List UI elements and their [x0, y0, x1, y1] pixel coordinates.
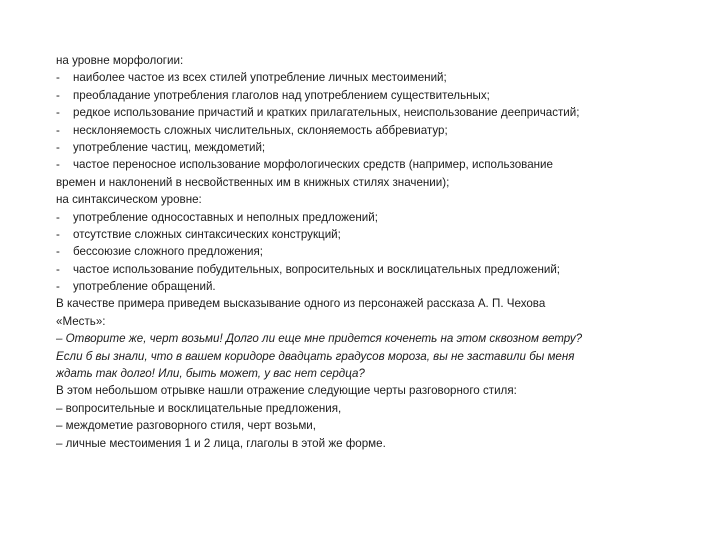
list-item	[56, 261, 666, 278]
example-intro: В качестве примера приведем высказывание одного из персонажей рассказа А. П. Чехова	[56, 297, 546, 311]
list-dash: -	[56, 245, 60, 259]
list-dash: -	[56, 210, 60, 224]
list-item	[56, 226, 666, 243]
list-dash: -	[56, 140, 60, 154]
list-item-text: редкое использование причастий и кратких прилагательных, неиспользование деепричастий;	[73, 106, 580, 120]
conclusion-item: – междометие разговорного стиля, черт возьми,	[56, 419, 316, 433]
conclusion-intro: В этом небольшом отрывке нашли отражение следующие черты разговорного стиля:	[56, 384, 517, 398]
list-dash: -	[56, 262, 60, 276]
list-item-text: отсутствие сложных синтаксических конструкций;	[73, 227, 341, 241]
list-item-text: несклоняемость сложных числительных, склоняемость аббревиатур;	[73, 123, 448, 137]
list-item	[56, 209, 666, 226]
list-item-text: частое переносное использование морфологических средств (например, использование	[73, 158, 553, 172]
syntax-heading: на синтаксическом уровне:	[56, 193, 202, 207]
list-item-text: преобладание употребления глаголов над употреблением существительных;	[73, 88, 490, 102]
list-item-continuation: времен и наклонений в несвойственных им в книжных стилях значении);	[56, 175, 450, 189]
list-item-text: бессоюзие сложного предложения;	[73, 245, 264, 259]
list-dash: -	[56, 227, 60, 241]
quote-line: – Отворите же, черт возьми! Долго ли еще мне придется коченеть на этом сквозном ветру?	[56, 332, 583, 346]
quote-line: Если б вы знали, что в вашем коридоре двадцать градусов мороза, вы не заставили бы меня	[56, 349, 575, 363]
list-dash: -	[56, 88, 60, 102]
conclusion-item: – личные местоимения 1 и 2 лица, глаголы в этой же форме.	[56, 436, 386, 450]
list-item	[56, 278, 666, 295]
list-item	[56, 104, 666, 121]
list-item	[56, 87, 666, 104]
morphology-heading: на уровне морфологии:	[56, 54, 184, 67]
quote-line: ждать так долго! Или, быть может, у вас нет сердца?	[56, 367, 365, 381]
list-dash: -	[56, 106, 60, 120]
list-item	[56, 243, 666, 260]
list-item	[56, 156, 666, 173]
list-item	[56, 139, 666, 156]
example-intro-title: «Месть»:	[56, 314, 106, 328]
list-item-text: употребление частиц, междометий;	[73, 140, 266, 154]
conclusion-item: – вопросительные и восклицательные предложения,	[56, 401, 342, 415]
list-item	[56, 122, 666, 139]
list-dash: -	[56, 123, 60, 137]
text-block	[56, 52, 666, 452]
list-item-text: частое использование побудительных, вопросительных и восклицательных предложений;	[73, 262, 561, 276]
list-item-text: употребление односоставных и неполных предложений;	[73, 210, 378, 224]
list-dash: -	[56, 280, 60, 294]
list-dash: -	[56, 158, 60, 172]
list-item-text: наиболее частое из всех стилей употребление личных местоимений;	[73, 71, 447, 85]
list-dash: -	[56, 71, 60, 85]
list-item	[56, 69, 666, 86]
list-item-text: употребление обращений.	[73, 280, 216, 294]
